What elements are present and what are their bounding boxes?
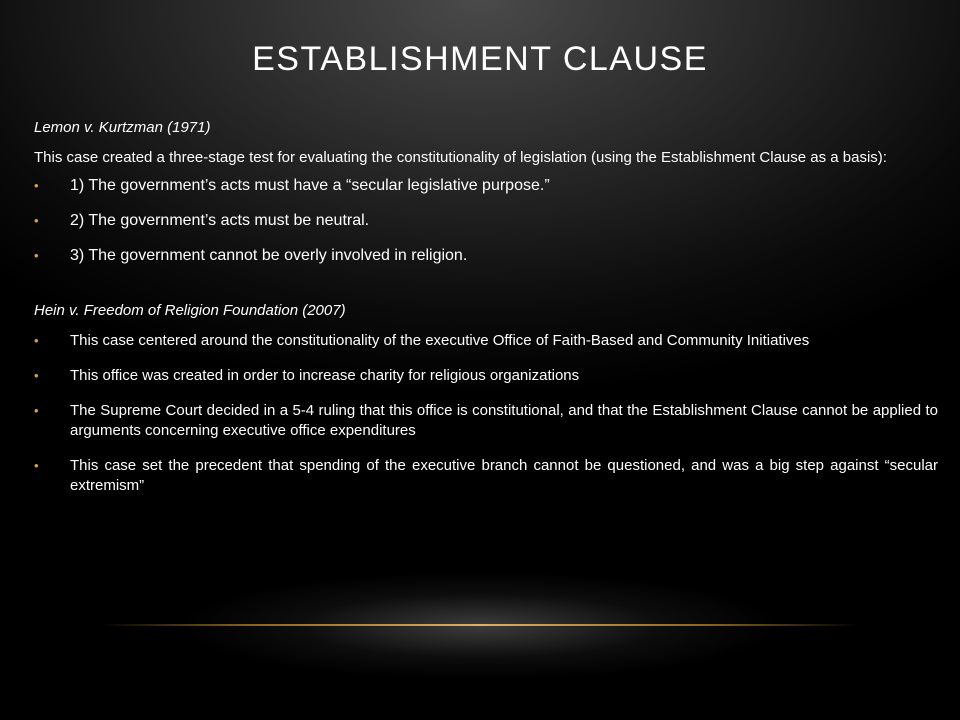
list-item-text: This case centered around the constitutionality of the executive Office of Faith-Based and Community Initiatives <box>70 332 810 349</box>
case-name-hein: Hein v. Freedom of Religion Foundation (2007) <box>34 302 346 319</box>
list-item <box>34 401 938 441</box>
list-item-text: 3) The government cannot be overly involved in religion. <box>70 247 468 264</box>
case-name-lemon: Lemon v. Kurtzman (1971) <box>34 119 211 136</box>
bullet-icon: • <box>34 248 39 263</box>
list-item-text: 2) The government’s acts must be neutral. <box>70 212 370 229</box>
list-item <box>34 246 938 266</box>
list-item <box>34 366 938 386</box>
list-item <box>34 176 938 196</box>
gold-divider-line <box>100 624 860 626</box>
list-item-text: The Supreme Court decided in a 5-4 ruling that this office is constitutional, and that the Establishment Clause cannot be applied to arguments concerning executive office expenditures <box>70 402 938 439</box>
list-item-text: 1) The government’s acts must have a “secular legislative purpose.” <box>70 177 550 194</box>
bullet-icon: • <box>34 178 39 193</box>
lemon-test-list <box>34 176 938 266</box>
bullet-icon: • <box>34 213 39 228</box>
slide-content <box>34 118 938 511</box>
list-item <box>34 456 938 496</box>
bottom-glow <box>80 560 880 680</box>
section-spacer <box>34 281 938 301</box>
list-item-text: This case set the precedent that spending of the executive branch cannot be questioned, and was a big step against “secular extremism” <box>70 457 938 494</box>
bullet-icon: • <box>34 333 39 348</box>
list-item <box>34 211 938 231</box>
bullet-icon: • <box>34 368 39 383</box>
list-item-text: This office was created in order to increase charity for religious organizations <box>70 367 580 384</box>
hein-details-list <box>34 331 938 496</box>
bullet-icon: • <box>34 403 39 418</box>
lemon-intro-paragraph: This case created a three-stage test for evaluating the constitutionality of legislation (using the Establishment Clause as a basis): <box>34 149 887 166</box>
list-item <box>34 331 938 351</box>
bullet-icon: • <box>34 458 39 473</box>
slide-title: ESTABLISHMENT CLAUSE <box>252 40 708 78</box>
